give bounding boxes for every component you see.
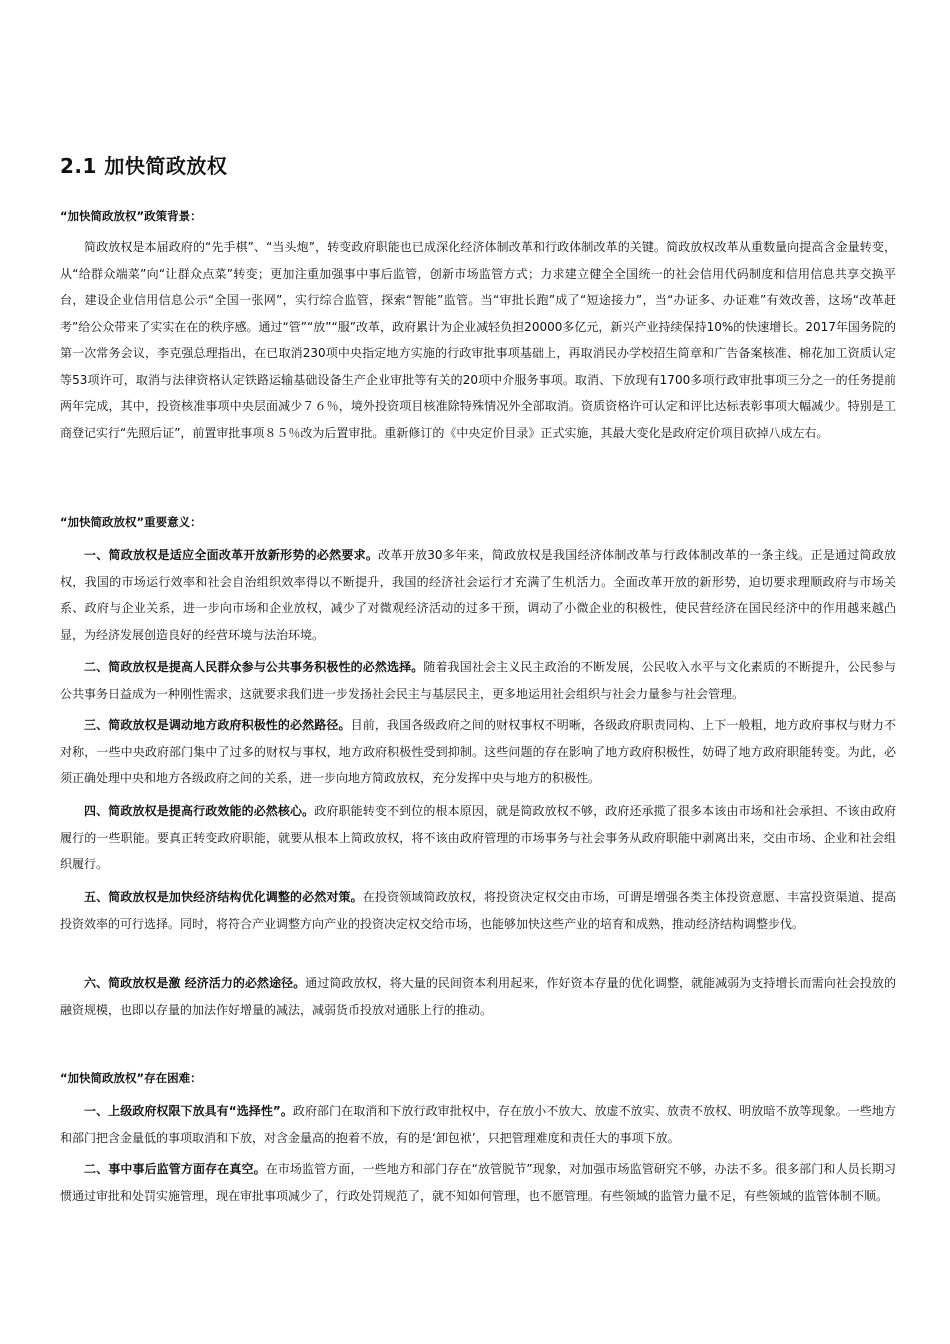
difficulty-item-2-text: 在市场监管方面，一些地方和部门存在“放管脱节”现象，对加强市场监管研究不够，办法不多。很多部门和人员长期习惯通过审批和处罚实施管理，现在审批事项减少了，行政处罚规范了，就不知如何管理，也不愿管理。有些领域的监管力量不足，有些领域的监管体制不顺。 (60, 1162, 896, 1203)
significance-item-3 (60, 712, 896, 792)
difficulty-item-2-lead: 二、事中事后监管方面存在真空。 (84, 1162, 266, 1176)
difficulty-item-1-lead: 一、上级政府权限下放具有“选择性”。 (84, 1104, 293, 1118)
significance-item-6-text: 通过简政放权，将大量的民间资本利用起来，作好资本存量的优化调整，就能减弱为支持增长而需向社会投放的融资规模，也即以存量的加法作好增量的减法，减弱货币投放对通胀上行的推动。 (60, 976, 896, 1017)
significance-item-3-text: 目前，我国各级政府之间的财权事权不明晰，各级政府职责同构、上下一般粗，地方政府事权与财力不对称，一些中央政府部门集中了过多的财权与事权，地方政府积极性受到抑制。这些问题的存在影响了地方政府积极性，妨碍了地方政府职能转变。为此，必须正确处理中央和地方各级政府之间的关系，进一步向地方简政放权，充分发挥中央与地方的积极性。 (60, 718, 896, 785)
significance-item-2-lead: 二、简政放权是提高人民群众参与公共事务积极性的必然选择。 (84, 660, 424, 674)
significance-item-4-text: 政府职能转变不到位的根本原因，就是简政放权不够，政府还承揽了很多本该由市场和社会承担、不该由政府履行的一些职能。要真正转变政府职能，就要从根本上简政放权，将不该由政府管理的市场事务与社会事务从政府职能中剥离出来，交由市场、企业和社会组织履行。 (60, 804, 896, 871)
background-paragraph: 简政放权是本届政府的“先手棋”、“当头炮”，转变政府职能也已成深化经济体制改革和行政体制改革的关键。简政放权改革从重数量向提高含金量转变，从“给群众端菜”向“让群众点菜”转变；更加注重加强事中事后监管，创新市场监管方式；力求建立健全全国统一的社会信用代码制度和信用信息共享交换平台，建设企业信用信息公示“全国一张网”，实行综合监管，探索“智能”监管。当“审批长跑”成了“短途接力”，当“办证多、办证难”有效改善，这场“改革赶考”给公众带来了实实在在的秩序感。通过“管”“放”“服”改革，政府累计为企业减轻负担20000多亿元，新兴产业持续保持10%的快速增长。2017年国务院的第一次常务会议，李克强总理指出，在已取消230项中央指定地方实施的行政审批事项基础上，再取消民办学校招生简章和广告备案核准、棉花加工资质认定等53项许可，取消与法律资格认定铁路运输基础设备生产企业审批等有关的20项中介服务事项。取消、下放现有1700多项行政审批事项三分之一的任务提前两年完成，其中，投资核准事项中央层面减少７６％，境外投资项目核准除特殊情况外全部取消。资质资格许可认定和评比达标表彰事项大幅减少。特别是工商登记实行“先照后证”，前置审批事项８５％改为后置审批。重新修订的《中央定价目录》正式实施，其最大变化是政府定价项目砍掉八成左右。 (60, 240, 896, 440)
significance-item-5-lead: 五、简政放权是加快经济结构优化调整的必然对策。 (84, 890, 363, 904)
significance-item-3-lead: 三、简政放权是调动地方政府积极性的必然路径。 (84, 718, 351, 732)
background-heading: “加快简政放权”政策背景： (60, 209, 202, 223)
significance-heading: “加快简政放权”重要意义： (60, 515, 202, 529)
significance-item-2-text: 随着我国社会主义民主政治的不断发展，公民收入水平与文化素质的不断提升，公民参与公共事务日益成为一种刚性需求，这就要求我们进一步发扬社会民主与基层民主，更多地运用社会组织与社会力量参与社会管理。 (60, 660, 896, 701)
significance-item-4-lead: 四、简政放权是提高行政效能的必然核心。 (84, 804, 315, 818)
difficulty-item-1-text: 政府部门在取消和下放行政审批权中，存在放小不放大、放虚不放实、放责不放权、明放暗不放等现象。一些地方和部门把含金量低的事项取消和下放，对含金量高的抱着不放，有的是‘卸包袱’，只把管理难度和责任大的事项下放。 (60, 1104, 896, 1145)
significance-item-1-text: 改革开放30多年来，简政放权是我国经济体制改革与行政体制改革的一条主线。正是通过简政放权，我国的市场运行效率和社会自治组织效率得以不断提升，我国的经济社会运行才充满了生机活力。全面改革开放的新形势，迫切要求理顺政府与市场关系、政府与企业关系，进一步向市场和企业放权，减少了对微观经济活动的过多干预，调动了小微企业的积极性，使民营经济在国民经济中的作用越来越凸显，为经济发展创造良好的经营环境与法治环境。 (60, 548, 896, 642)
difficulties-heading: “加快简政放权”存在困难： (60, 1071, 202, 1085)
section-title: 2.1 加快简政放权 (60, 154, 228, 178)
significance-item-2 (60, 654, 896, 707)
significance-item-1 (60, 542, 896, 648)
difficulty-item-2 (60, 1156, 896, 1209)
difficulty-item-1 (60, 1098, 896, 1151)
significance-item-4 (60, 798, 896, 878)
significance-item-1-lead: 一、简政放权是适应全面改革开放新形势的必然要求。 (84, 548, 379, 562)
significance-item-6-lead: 六、简政放权是激 经济活力的必然途径。 (84, 976, 306, 990)
significance-item-5-text: 在投资领域简政放权，将投资决定权交由市场，可谓是增强各类主体投资意愿、丰富投资渠道、提高投资效率的可行选择。同时，将符合产业调整方向产业的投资决定权交给市场，也能够加快这些产业的培育和成熟，推动经济结构调整步伐。 (60, 890, 896, 931)
significance-item-6 (60, 970, 896, 1023)
significance-item-5 (60, 884, 896, 937)
